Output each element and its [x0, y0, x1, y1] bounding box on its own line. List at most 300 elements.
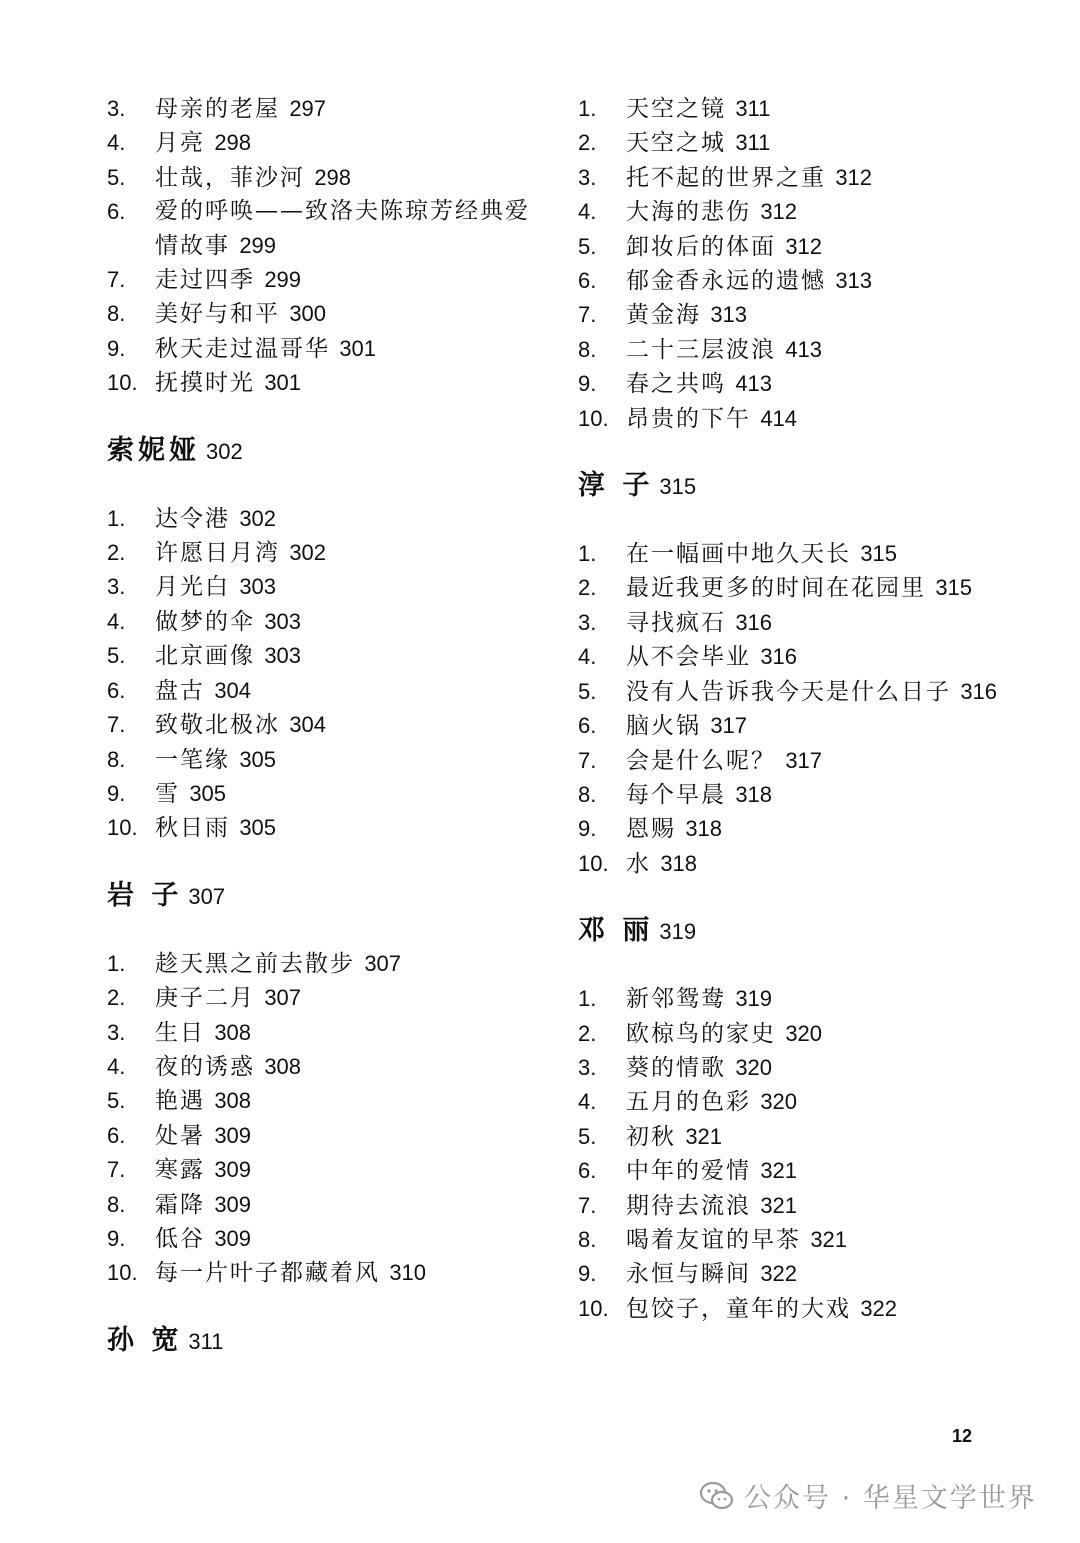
entry-text [626, 333, 998, 367]
entry-number: 1. [107, 505, 126, 531]
toc-entry [578, 161, 998, 195]
entry-text [626, 675, 998, 709]
entry-text [155, 708, 547, 742]
entry-page: 413 [735, 371, 773, 397]
entry-number: 3. [107, 574, 126, 600]
author-page: 315 [659, 474, 697, 500]
toc-entry [578, 126, 998, 160]
entry-title: 壮哉，菲沙河 [155, 164, 305, 191]
entry-number: 10. [107, 1260, 138, 1286]
entry-number: 5. [107, 164, 126, 190]
entry-number: 6. [107, 1122, 126, 1148]
toc-entry [107, 639, 547, 673]
entry-title: 中年的爱情 [626, 1158, 751, 1185]
entry-title: 秋日雨 [155, 815, 230, 842]
author-section [578, 466, 998, 881]
entry-page: 298 [214, 130, 252, 156]
entry-title: 许愿日月湾 [155, 540, 280, 567]
entry-title: 托不起的世界之重 [626, 164, 826, 191]
toc-entry [578, 1085, 998, 1119]
entry-title: 走过四季 [155, 267, 255, 294]
toc-entry [578, 1189, 998, 1223]
page-number: 12 [952, 1426, 973, 1446]
author-section [107, 1321, 547, 1362]
author-page: 311 [188, 1328, 224, 1354]
toc-entry [578, 640, 998, 674]
entry-number: 7. [107, 267, 126, 293]
entry-text [626, 744, 998, 778]
toc-entry [578, 230, 998, 264]
entry-number: 6. [107, 677, 126, 703]
toc-entry [107, 332, 547, 366]
entry-page: 303 [264, 643, 302, 669]
entry-text [155, 570, 547, 604]
entry-number: 6. [578, 268, 597, 294]
entry-page: 315 [935, 575, 973, 601]
entry-text [626, 1223, 998, 1257]
entry-title: 郁金香永远的遗憾 [626, 268, 826, 295]
entry-text [155, 981, 547, 1015]
entry-title: 庚子二月 [155, 985, 255, 1012]
entry-title: 从不会毕业 [626, 644, 751, 671]
entry-page: 312 [785, 233, 823, 259]
entry-text [155, 92, 547, 126]
entry-text [155, 674, 547, 708]
entry-number: 7. [107, 1157, 126, 1183]
entry-title: 昂贵的下午 [626, 405, 751, 432]
entry-number: 1. [578, 986, 597, 1012]
entry-text [626, 126, 998, 160]
entry-number: 2. [107, 985, 126, 1011]
toc-entry [578, 1051, 998, 1085]
entry-title: 美好与和平 [155, 301, 280, 328]
entry-title: 初秋 [626, 1123, 676, 1150]
entry-text [155, 161, 547, 195]
toc-entry [578, 298, 998, 332]
entry-text [626, 264, 998, 298]
entry-text [626, 161, 998, 195]
toc-entry [578, 195, 998, 229]
author-section [578, 911, 998, 1326]
entry-number: 10. [578, 405, 609, 431]
entry-text [626, 230, 998, 264]
entry-title: 水 [626, 850, 651, 877]
entry-text [626, 195, 998, 229]
entry-title: 做梦的伞 [155, 608, 255, 635]
toc-entry [107, 605, 547, 639]
entry-number: 8. [107, 1191, 126, 1217]
toc-entry [107, 161, 547, 195]
entry-number: 7. [107, 712, 126, 738]
entry-text [155, 195, 547, 263]
entry-title: 秋天走过温哥华 [155, 335, 330, 362]
entry-page: 322 [860, 1295, 898, 1321]
toc-entry [107, 1119, 547, 1153]
entry-number: 8. [107, 301, 126, 327]
entry-page: 321 [685, 1123, 723, 1149]
entry-page: 308 [214, 1019, 252, 1045]
toc-entry [107, 1188, 547, 1222]
entry-number: 1. [107, 950, 126, 976]
entry-title: 抚摸时光 [155, 370, 255, 397]
right-column [578, 92, 998, 1326]
entry-title: 脑火锅 [626, 713, 701, 740]
entry-text [626, 982, 998, 1016]
entry-number: 7. [578, 1192, 597, 1218]
toc-entry [107, 536, 547, 570]
entry-title: 致敬北极冰 [155, 712, 280, 739]
entry-number: 10. [107, 815, 138, 841]
entry-title: 天空之镜 [626, 96, 726, 122]
toc-entry [107, 981, 547, 1015]
toc-entry [107, 1256, 547, 1290]
entry-title: 盘古 [155, 677, 205, 704]
entry-page: 308 [264, 1053, 302, 1079]
entry-text [155, 1119, 547, 1153]
entry-title: 期待去流浪 [626, 1192, 751, 1219]
entry-text [155, 605, 547, 639]
entry-number: 3. [107, 1019, 126, 1045]
entry-page: 320 [785, 1020, 823, 1046]
entry-text [626, 92, 998, 126]
entry-title: 天空之城 [626, 130, 726, 157]
entry-title: 每一片叶子都藏着风 [155, 1260, 380, 1287]
entry-page: 319 [735, 986, 773, 1012]
entry-number: 5. [578, 1123, 597, 1149]
entry-title: 包饺子，童年的大戏 [626, 1295, 851, 1322]
author-name: 索妮娅 [107, 434, 200, 466]
entry-page: 302 [239, 505, 277, 531]
entry-title: 没有人告诉我今天是什么日子 [626, 678, 951, 705]
entry-page: 299 [264, 267, 302, 293]
entry-number: 7. [578, 302, 597, 328]
entry-text [155, 263, 547, 297]
entry-title: 恩赐 [626, 816, 676, 843]
entry-number: 10. [578, 1295, 609, 1321]
entry-text [155, 777, 547, 811]
entry-page: 301 [264, 370, 302, 396]
author-name: 岩 子 [107, 879, 183, 911]
author-section [107, 876, 547, 1291]
entry-number: 4. [107, 1053, 126, 1079]
toc-entry [107, 1153, 547, 1187]
entry-title: 生日 [155, 1019, 205, 1046]
entry-number: 4. [578, 199, 597, 225]
entry-text [155, 1188, 547, 1222]
entry-text [626, 571, 998, 605]
toc-entry [107, 1084, 547, 1118]
toc-entry [578, 812, 998, 846]
toc-entry [578, 709, 998, 743]
entry-title: 春之共鸣 [626, 371, 726, 398]
entry-number: 9. [578, 371, 597, 397]
entry-page: 302 [289, 540, 327, 566]
entry-page: 299 [239, 232, 277, 258]
entry-text [626, 812, 998, 846]
entry-page: 318 [685, 816, 723, 842]
toc-entry [107, 708, 547, 742]
entry-text [155, 126, 547, 160]
entry-title: 爱的呼唤——致洛夫陈琼芳经典爱情故事 [155, 198, 530, 259]
toc-entry [578, 333, 998, 367]
toc-entry [578, 571, 998, 605]
entry-title: 欧椋鸟的家史 [626, 1020, 776, 1047]
entry-title: 低谷 [155, 1225, 205, 1252]
entry-number: 9. [578, 816, 597, 842]
entry-text [155, 502, 547, 536]
watermark-text: 公众号 · 华星文学世界 [744, 1483, 1037, 1514]
entry-text [626, 1154, 998, 1188]
entry-text [626, 1257, 998, 1291]
entry-number: 8. [107, 746, 126, 772]
entry-page: 316 [760, 644, 798, 670]
entry-number: 2. [578, 575, 597, 601]
entry-text [626, 537, 998, 571]
toc-entry [107, 1016, 547, 1050]
toc-entry [107, 674, 547, 708]
entry-text [626, 1085, 998, 1119]
toc-entry [107, 126, 547, 160]
watermark [700, 1476, 1037, 1515]
entry-page: 322 [760, 1261, 798, 1287]
toc-entry [578, 367, 998, 401]
entry-number: 9. [107, 780, 126, 806]
entry-title: 月光白 [155, 574, 230, 601]
entry-text [155, 1153, 547, 1187]
entry-text [626, 709, 998, 743]
entry-number: 10. [578, 850, 609, 876]
entry-page: 317 [785, 747, 823, 773]
entry-title: 卸妆后的体面 [626, 233, 776, 260]
entry-text [155, 297, 547, 331]
toc-entry [107, 1050, 547, 1084]
entry-text [155, 332, 547, 366]
entry-text [626, 847, 998, 881]
entry-text [626, 640, 998, 674]
toc-entry [107, 777, 547, 811]
entry-page: 309 [214, 1122, 252, 1148]
entry-number: 4. [578, 644, 597, 670]
entry-number: 1. [578, 96, 597, 121]
entry-text [626, 367, 998, 401]
entry-text [155, 811, 547, 845]
entry-title: 处暑 [155, 1122, 205, 1149]
toc-entry [578, 264, 998, 298]
author-page: 319 [659, 919, 697, 945]
toc-entry [578, 744, 998, 778]
entry-title: 新邻鸳鸯 [626, 986, 726, 1013]
entry-page: 304 [289, 712, 327, 738]
author-page: 302 [206, 438, 243, 464]
entry-text [155, 743, 547, 777]
entry-page: 301 [339, 335, 377, 361]
entry-number: 5. [578, 233, 597, 259]
entry-number: 6. [107, 199, 126, 225]
entry-title: 寻找疯石 [626, 609, 726, 636]
entry-page: 321 [810, 1226, 848, 1252]
toc-entry [578, 1292, 998, 1326]
toc-entry [107, 366, 547, 400]
entry-page: 313 [835, 268, 873, 294]
toc-entry [107, 263, 547, 297]
author-heading [578, 466, 998, 507]
author-heading [107, 1321, 547, 1362]
toc-entry [578, 778, 998, 812]
toc-entry [107, 570, 547, 604]
author-name: 淳 子 [578, 470, 654, 502]
entry-title: 寒露 [155, 1157, 205, 1184]
author-heading [107, 876, 547, 917]
entry-text [155, 366, 547, 400]
toc-entry [578, 1120, 998, 1154]
entry-text [626, 1292, 998, 1326]
entry-number: 3. [578, 164, 597, 190]
entry-page: 307 [264, 985, 302, 1011]
entry-page: 312 [835, 164, 873, 190]
toc-entry [578, 537, 998, 571]
toc-entry [578, 675, 998, 709]
toc-entry [107, 297, 547, 331]
author-page: 307 [188, 883, 226, 909]
toc-entry [107, 502, 547, 536]
entry-page: 318 [660, 850, 698, 876]
author-heading [578, 911, 998, 952]
toc-entry [107, 811, 547, 845]
entry-text [155, 1256, 547, 1290]
entry-title: 二十三层波浪 [626, 336, 776, 363]
author-name: 孙 宽 [107, 1324, 183, 1356]
entry-page: 316 [735, 609, 773, 635]
entry-number: 2. [578, 130, 597, 156]
entry-title: 一笔缘 [155, 746, 230, 773]
entry-title: 雪 [155, 780, 180, 807]
toc-entry [578, 402, 998, 436]
entry-page: 318 [735, 781, 773, 807]
toc-entry [578, 1017, 998, 1051]
entry-title: 北京画像 [155, 643, 255, 670]
entry-text [155, 536, 547, 570]
entry-number: 5. [578, 678, 597, 704]
toc-entry [578, 1257, 998, 1291]
author-heading [107, 431, 547, 472]
toc-entry [578, 606, 998, 640]
toc-entry [578, 982, 998, 1016]
entry-page: 321 [760, 1158, 798, 1184]
entry-number: 9. [107, 335, 126, 361]
entry-title: 月亮 [155, 130, 205, 157]
entry-page: 303 [239, 574, 277, 600]
entry-text [626, 298, 998, 332]
entry-title: 夜的诱惑 [155, 1053, 255, 1080]
entry-page: 300 [289, 301, 327, 327]
entry-number: 4. [578, 1089, 597, 1115]
entry-page: 316 [960, 678, 998, 704]
toc-entry [578, 1223, 998, 1257]
author-section [107, 431, 547, 846]
entry-number: 3. [578, 609, 597, 635]
entry-title: 艳遇 [155, 1088, 205, 1115]
entry-title: 霜降 [155, 1191, 205, 1218]
entry-title: 趁天黑之前去散步 [155, 950, 355, 977]
entry-page: 320 [735, 1054, 773, 1080]
toc-entry [107, 1222, 547, 1256]
entry-text [155, 1016, 547, 1050]
entry-number: 3. [578, 1054, 597, 1080]
entry-text [155, 1084, 547, 1118]
entry-page: 307 [364, 950, 402, 976]
entry-number: 6. [578, 1158, 597, 1184]
entry-title: 每个早晨 [626, 781, 726, 808]
entry-number: 8. [578, 781, 597, 807]
entry-page: 297 [289, 96, 327, 121]
left-column [107, 92, 547, 1392]
entry-page: 321 [760, 1192, 798, 1218]
entry-number: 1. [578, 541, 597, 567]
toc-entry [107, 743, 547, 777]
entry-text [626, 1051, 998, 1085]
entry-number: 4. [107, 130, 126, 156]
entry-number: 8. [578, 336, 597, 362]
entry-page: 311 [735, 130, 771, 156]
entry-number: 10. [107, 370, 138, 396]
entry-text [155, 1222, 547, 1256]
toc-entry [578, 92, 998, 126]
entry-page: 309 [214, 1225, 252, 1251]
entry-title: 会是什么呢？ [626, 747, 776, 774]
entry-page: 303 [264, 608, 302, 634]
entry-page: 311 [735, 96, 771, 121]
entry-page: 315 [860, 541, 898, 567]
entry-page: 310 [389, 1260, 427, 1286]
toc-entry [578, 847, 998, 881]
author-name: 邓 丽 [578, 915, 654, 947]
entry-text [626, 1120, 998, 1154]
entry-number: 8. [578, 1226, 597, 1252]
entry-number: 5. [107, 643, 126, 669]
toc-entry [107, 947, 547, 981]
entry-page: 312 [760, 199, 798, 225]
entry-number: 5. [107, 1088, 126, 1114]
entry-number: 2. [107, 540, 126, 566]
entry-number: 7. [578, 747, 597, 773]
entry-title: 永恒与瞬间 [626, 1261, 751, 1288]
entry-title: 最近我更多的时间在花园里 [626, 575, 926, 602]
entry-title: 达令港 [155, 505, 230, 532]
entry-title: 黄金海 [626, 302, 701, 329]
entry-number: 6. [578, 713, 597, 739]
entry-text [155, 1050, 547, 1084]
entry-text [626, 402, 998, 436]
entry-page: 305 [239, 815, 277, 841]
entry-number: 9. [107, 1225, 126, 1251]
entry-page: 414 [760, 405, 798, 431]
toc-entry [107, 195, 547, 263]
entry-text [155, 947, 547, 981]
entry-text [626, 1017, 998, 1051]
entry-number: 3. [107, 96, 126, 121]
entry-title: 母亲的老屋 [155, 96, 280, 122]
entry-page: 320 [760, 1089, 798, 1115]
entry-text [155, 639, 547, 673]
entry-text [626, 606, 998, 640]
toc-entry [578, 1154, 998, 1188]
entry-page: 304 [214, 677, 252, 703]
entry-page: 305 [239, 746, 277, 772]
entry-title: 大海的悲伤 [626, 199, 751, 226]
entry-text [626, 778, 998, 812]
entry-page: 317 [710, 713, 748, 739]
entry-page: 309 [214, 1191, 252, 1217]
